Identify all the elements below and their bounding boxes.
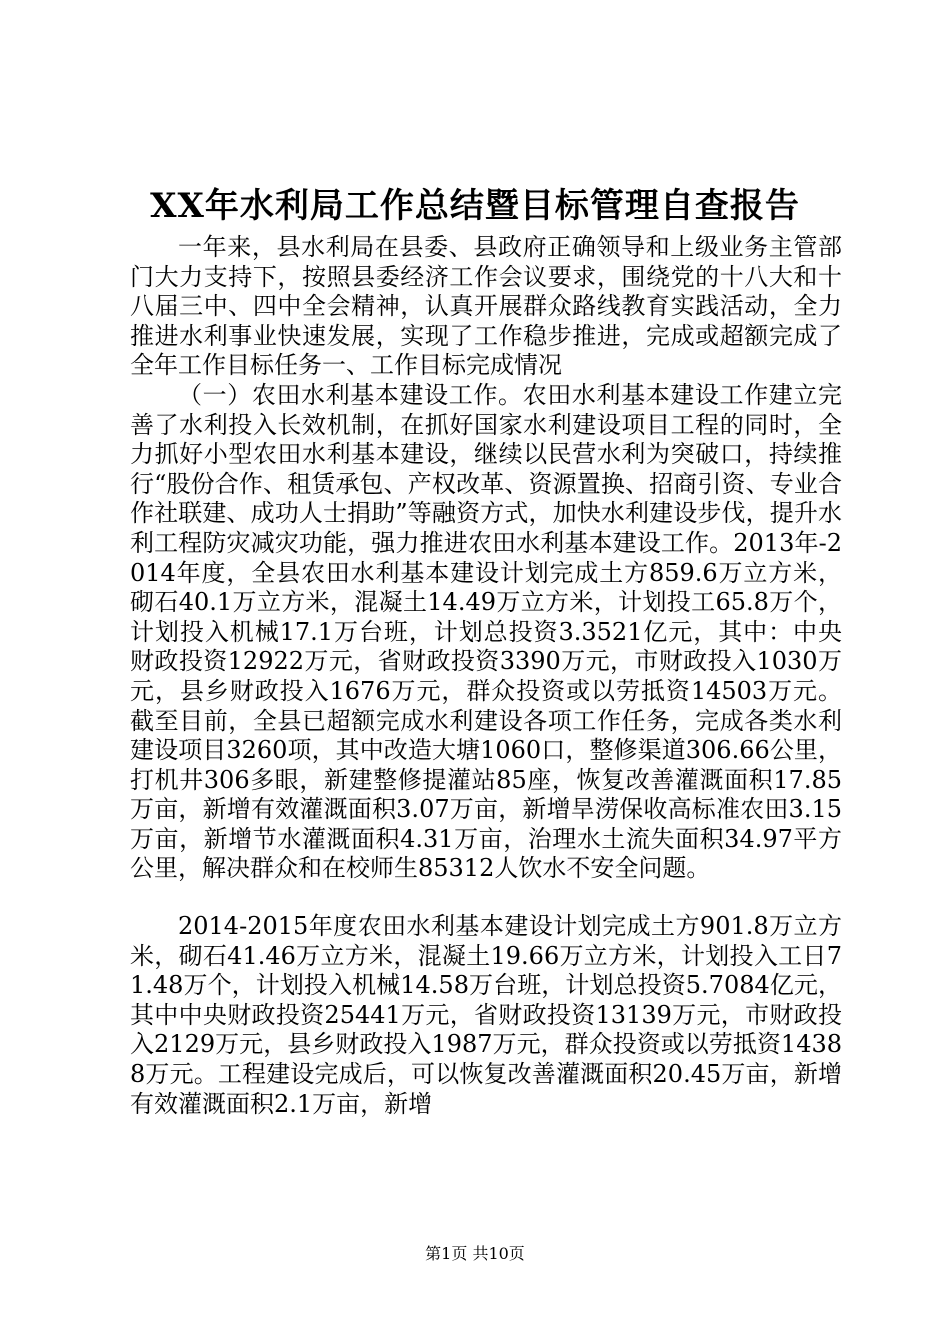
paragraph-farmland-2014: 2014-2015年度农田水利基本建设计划完成土方901.8万立方米，砌石41.46万立方米，混凝土19.66万立方米，计划投入工日71.48万个，计划投入机械14.58万台班，计划总投资5.7084亿元，其中中央财政投资25441万元，省财政投资13139万元，市财政投入2129万元，县乡财政投入1987万元，群众投资或以劳抵资14388万元。工程建设完成后，可以恢复改善灌溉面积20.45万亩，新增有效灌溉面积2.1万亩，新增 bbox=[130, 912, 842, 1118]
document-title: XX年水利局工作总结暨目标管理自查报告 bbox=[150, 186, 800, 226]
page-footer: 第1页 共10页 bbox=[425, 1244, 525, 1263]
document-body bbox=[130, 233, 842, 1119]
paragraph-farmland-2013: （一）农田水利基本建设工作。农田水利基本建设工作建立完善了水利投入长效机制，在抓好国家水利建设项目工程的同时，全力抓好小型农田水利基本建设，继续以民营水利为突破口，持续推行“股份合作、租赁承包、产权改革、资源置换、招商引资、专业合作社联建、成功人士捐助”等融资方式，加快水利建设步伐，提升水利工程防灾减灾功能，强力推进农田水利基本建设工作。2013年-2014年度，全县农田水利基本建设计划完成土方859.6万立方米，砌石40.1万立方米，混凝土14.49万立方米，计划投工65.8万个，计划投入机械17.1万台班，计划总投资3.3521亿元，其中：中央财政投资12922万元，省财政投资3390万元，市财政投入1030万元，县乡财政投入1676万元，群众投资或以劳抵资14503万元。截至目前，全县已超额完成水利建设各项工作任务，完成各类水利建设项目3260项，其中改造大塘1060口，整修渠道306.66公里，打机井306多眼，新建整修提灌站85座，恢复改善灌溉面积17.85万亩，新增有效灌溉面积3.07万亩，新增旱涝保收高标准农田3.15万亩，新增节水灌溉面积4.31万亩，治理水土流失面积34.97平方公里，解决群众和在校师生85312人饮水不安全问题。 bbox=[130, 380, 842, 883]
paragraph-intro: 一年来，县水利局在县委、县政府正确领导和上级业务主管部门大力支持下，按照县委经济工作会议要求，围绕党的十八大和十八届三中、四中全会精神，认真开展群众路线教育实践活动，全力推进水利事业快速发展，实现了工作稳步推进，完成或超额完成了全年工作目标任务一、工作目标完成情况 bbox=[130, 233, 842, 380]
